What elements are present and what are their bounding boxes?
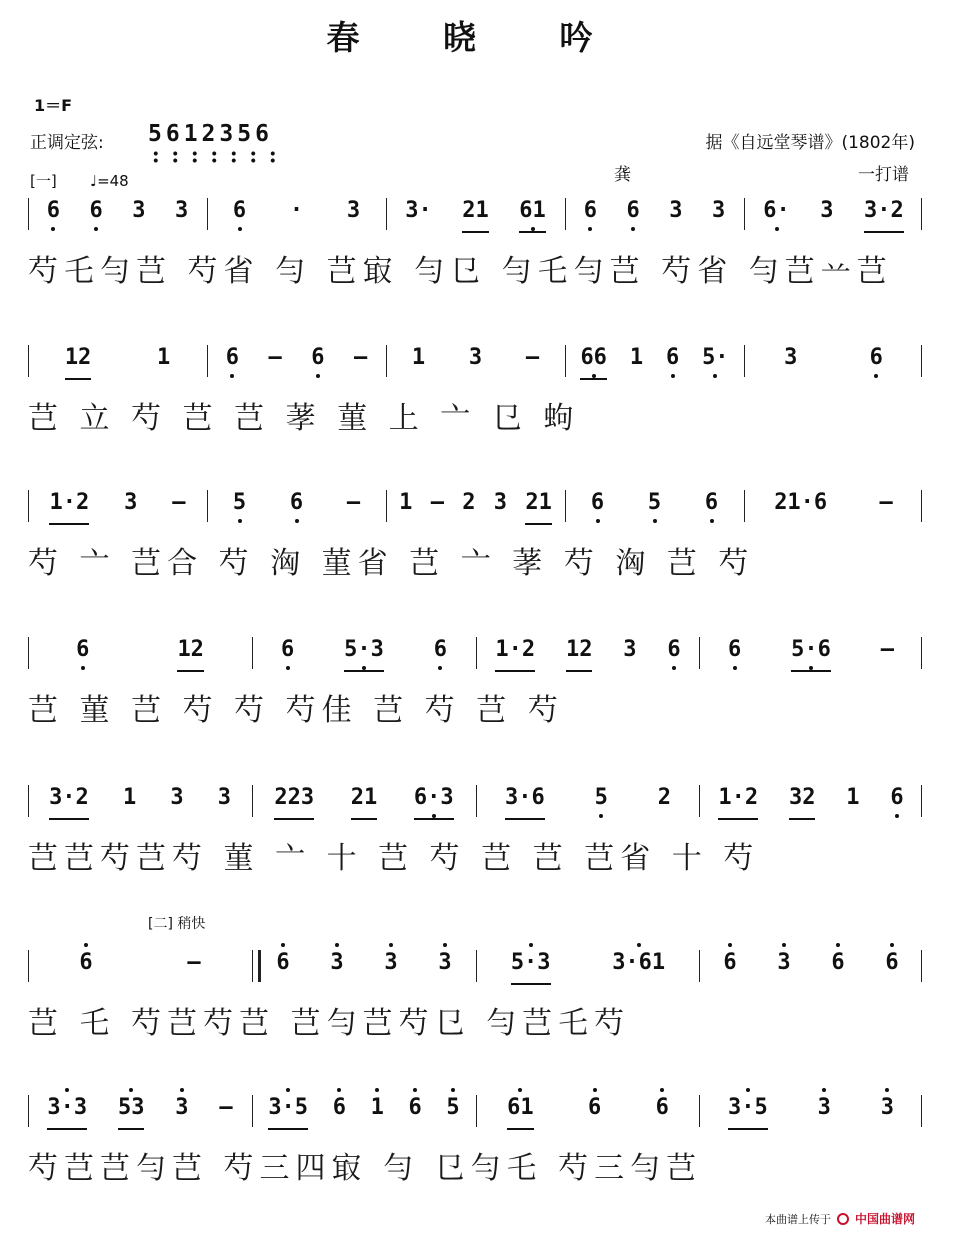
note: 1 <box>156 345 171 370</box>
credit-name: 龚 <box>614 165 631 185</box>
tuning-label: 正调定弦: <box>30 133 104 153</box>
credit-role: 一打谱 <box>858 165 909 185</box>
measure <box>703 950 919 984</box>
measure <box>390 198 561 232</box>
note: 5· <box>702 345 729 378</box>
note: 6 <box>408 1095 421 1128</box>
note: 3 <box>217 785 231 810</box>
note: 6 <box>728 637 741 670</box>
note: 3· <box>405 198 432 223</box>
note: 6 <box>311 345 324 378</box>
measure <box>748 198 919 232</box>
note: 6 <box>831 950 844 983</box>
note: 53 <box>118 1095 145 1130</box>
footer-brand: 中国曲谱网 <box>854 1212 915 1226</box>
barline <box>28 637 29 669</box>
barline <box>476 950 477 982</box>
barline <box>921 637 922 669</box>
barline <box>565 345 566 377</box>
measure <box>569 490 740 524</box>
note: 6 <box>705 490 718 523</box>
measure <box>256 1095 472 1129</box>
score-title: 春 晓 吟 <box>326 18 629 57</box>
measure <box>256 785 472 819</box>
note: 5·3 <box>344 637 384 672</box>
note: 6 <box>667 637 680 670</box>
note: 1·2 <box>495 637 535 672</box>
jianzipu-tablature-row: 芍芑芑勻芑 芍三四㝡 勻 㔾勻乇 芍三勻芑 <box>28 1151 703 1186</box>
barline <box>744 490 745 522</box>
note: 3·6 <box>505 785 545 820</box>
note: 3 <box>712 198 726 223</box>
barline <box>476 1095 477 1127</box>
measure <box>748 345 919 379</box>
barline <box>252 1095 253 1127</box>
note: 6 <box>656 1095 669 1128</box>
note: 3 <box>818 1095 831 1128</box>
jianzipu-tablature-row: 芑 乇 芍芑芍芑 芑勻芑芍㔾 勻芑乇芍 <box>28 1006 631 1041</box>
note: 21·6 <box>774 490 828 515</box>
note: 2 <box>462 490 476 515</box>
measure <box>480 785 696 819</box>
note: 3 <box>346 198 361 223</box>
barline <box>565 490 566 522</box>
note: 5 <box>595 785 608 818</box>
note: 61 <box>507 1095 534 1130</box>
note: 3 <box>124 490 138 515</box>
note: 3 <box>175 198 189 223</box>
notation-row <box>28 950 923 984</box>
note: 6 <box>588 1095 601 1128</box>
barline <box>28 490 29 522</box>
note: 3 <box>669 198 683 223</box>
note: 6·3 <box>414 785 454 820</box>
note: 6 <box>281 637 294 670</box>
key-signature: 1＝F <box>34 96 73 115</box>
note: 1 <box>122 785 137 810</box>
note: 3 <box>623 637 637 662</box>
note: 3·5 <box>728 1095 768 1130</box>
note: 1·2 <box>49 490 89 525</box>
tuning-notes: 5612356 <box>148 121 273 147</box>
note: — <box>187 950 201 975</box>
barline <box>476 785 477 817</box>
note: — <box>879 490 893 515</box>
note: 5·3 <box>511 950 551 985</box>
barline <box>207 345 208 377</box>
note: 3 <box>881 1095 894 1128</box>
note: 6 <box>90 198 103 231</box>
note: 21 <box>525 490 552 525</box>
note: 6 <box>333 1095 346 1128</box>
note: 3·3 <box>47 1095 87 1130</box>
note: 3·2 <box>864 198 904 233</box>
note: 6 <box>76 637 89 670</box>
section-marker-1: [一] <box>30 172 57 190</box>
note: 1 <box>411 345 426 370</box>
measure <box>703 637 919 671</box>
note: 5 <box>233 490 246 523</box>
tuning-octave-dots <box>146 150 286 164</box>
note: 3 <box>820 198 834 223</box>
note: — <box>430 490 444 515</box>
measure <box>390 345 561 379</box>
note: 12 <box>177 637 204 672</box>
barline <box>921 198 922 230</box>
note: 6 <box>434 637 447 670</box>
note: 21 <box>351 785 378 820</box>
notation-row <box>28 785 923 819</box>
note: 1 <box>629 345 644 370</box>
barline <box>921 490 922 522</box>
note: — <box>268 345 282 370</box>
note: 1 <box>399 490 413 515</box>
barline <box>207 490 208 522</box>
note: — <box>880 637 895 662</box>
note: 5·6 <box>791 637 831 672</box>
note: — <box>346 490 361 515</box>
note: 61 <box>519 198 546 233</box>
site-logo-icon <box>837 1213 849 1225</box>
measure <box>480 950 696 984</box>
barline <box>699 785 700 817</box>
barline <box>476 637 477 669</box>
note: 1 <box>371 1095 384 1128</box>
barline <box>252 637 253 669</box>
barline <box>921 345 922 377</box>
note: 3·61 <box>612 950 665 983</box>
jianzipu-tablature-row: 芍乇勻芑 芍省 勻 芑㝡 勻㔾 勻乇勻芑 芍省 勻芑䒑芑 <box>28 254 893 289</box>
jianzipu-tablature-row: 芑 菫 芑 芍 芍 芍佳 芑 芍 芑 芍 <box>28 693 564 728</box>
note: 6 <box>723 950 736 983</box>
barline <box>28 198 29 230</box>
barline <box>252 785 253 817</box>
measure <box>32 785 248 819</box>
section-marker-2: [二] 稍快 <box>148 916 206 932</box>
notation-row <box>28 345 923 379</box>
notation-row <box>28 637 923 671</box>
measure <box>32 198 203 232</box>
note: 6 <box>870 345 883 378</box>
barline <box>921 785 922 817</box>
measure <box>480 1095 696 1129</box>
note: 21 <box>462 198 489 233</box>
note: 3 <box>170 785 184 810</box>
note: 3 <box>493 490 508 515</box>
measure <box>211 490 382 524</box>
note: 6 <box>591 490 604 523</box>
measure <box>256 637 472 671</box>
note: 3 <box>784 345 798 370</box>
note: 3 <box>330 950 343 983</box>
source-citation: 据《自远堂琴谱》(1802年) <box>705 133 915 153</box>
note: 12 <box>566 637 593 672</box>
barline <box>921 950 922 982</box>
note: — <box>172 490 186 515</box>
footer-text: 本曲谱上传于 <box>764 1212 831 1226</box>
note: — <box>219 1095 233 1120</box>
note: 5 <box>446 1095 459 1128</box>
note: 3 <box>384 950 397 983</box>
note: 6 <box>47 198 60 231</box>
barline <box>28 1095 29 1127</box>
note: 66 <box>580 345 607 380</box>
notation-row <box>28 1095 923 1129</box>
jianzipu-tablature-row: 芍 亠 芑合 芍 洶 菫省 芑 亠 䓔 芍 洶 芑 芍 <box>28 546 755 581</box>
note: 3 <box>438 950 451 983</box>
note: 6 <box>627 198 640 231</box>
barline <box>386 198 387 230</box>
barline <box>386 490 387 522</box>
note: 12 <box>65 345 92 380</box>
note: 32 <box>789 785 816 820</box>
barline <box>699 950 700 982</box>
measure <box>569 198 740 232</box>
measure <box>703 1095 919 1129</box>
measure <box>32 637 248 671</box>
jianzipu-tablature-row: 芑芑芍芑芍 菫 亠 十 芑 芍 芑 芑 芑省 十 芍 <box>28 841 760 876</box>
barline <box>744 345 745 377</box>
measure <box>32 345 203 379</box>
measure <box>32 1095 248 1129</box>
note: — <box>525 345 540 370</box>
note: 3 <box>132 198 146 223</box>
barline <box>28 785 29 817</box>
note: 6 <box>233 198 246 231</box>
barline <box>386 345 387 377</box>
note: — <box>354 345 368 370</box>
note: 6 <box>226 345 239 378</box>
barline <box>28 345 29 377</box>
note: 1 <box>846 785 860 810</box>
note: 3 <box>175 1095 188 1128</box>
measure <box>211 345 382 379</box>
note: 3·2 <box>49 785 89 820</box>
measure <box>703 785 919 819</box>
barline <box>699 637 700 669</box>
note: 6 <box>885 950 898 983</box>
note: 6 <box>666 345 679 378</box>
footer-watermark <box>765 1210 915 1227</box>
jianzipu-tablature-row: 芑 立 芍 芑 芑 䓔 菫 上 亠 㔾 蚼 <box>28 401 580 436</box>
note: 6 <box>890 785 903 818</box>
note: 6 <box>276 950 289 983</box>
note: 6 <box>290 490 303 523</box>
note: 5 <box>648 490 661 523</box>
note: · <box>289 198 304 223</box>
measure <box>748 490 919 524</box>
note: 3 <box>777 950 790 983</box>
measure <box>256 950 472 984</box>
measure <box>390 490 561 524</box>
note: 6 <box>584 198 597 231</box>
measure <box>569 345 740 379</box>
measure <box>32 490 203 524</box>
notation-row <box>28 490 923 524</box>
barline <box>28 950 29 982</box>
note: 223 <box>274 785 314 820</box>
barline <box>207 198 208 230</box>
note: 1·2 <box>718 785 758 820</box>
note: 6· <box>763 198 790 231</box>
notation-row <box>28 198 923 232</box>
note: 3 <box>468 345 483 370</box>
measure <box>211 198 382 232</box>
measure <box>480 637 696 671</box>
tempo-marking: ♩=48 <box>90 172 129 190</box>
barline <box>565 198 566 230</box>
barline <box>921 1095 922 1127</box>
barline <box>699 1095 700 1127</box>
note: 3·5 <box>268 1095 308 1130</box>
barline <box>744 198 745 230</box>
note: 6 <box>79 950 92 983</box>
measure <box>32 950 248 984</box>
note: 2 <box>657 785 672 810</box>
